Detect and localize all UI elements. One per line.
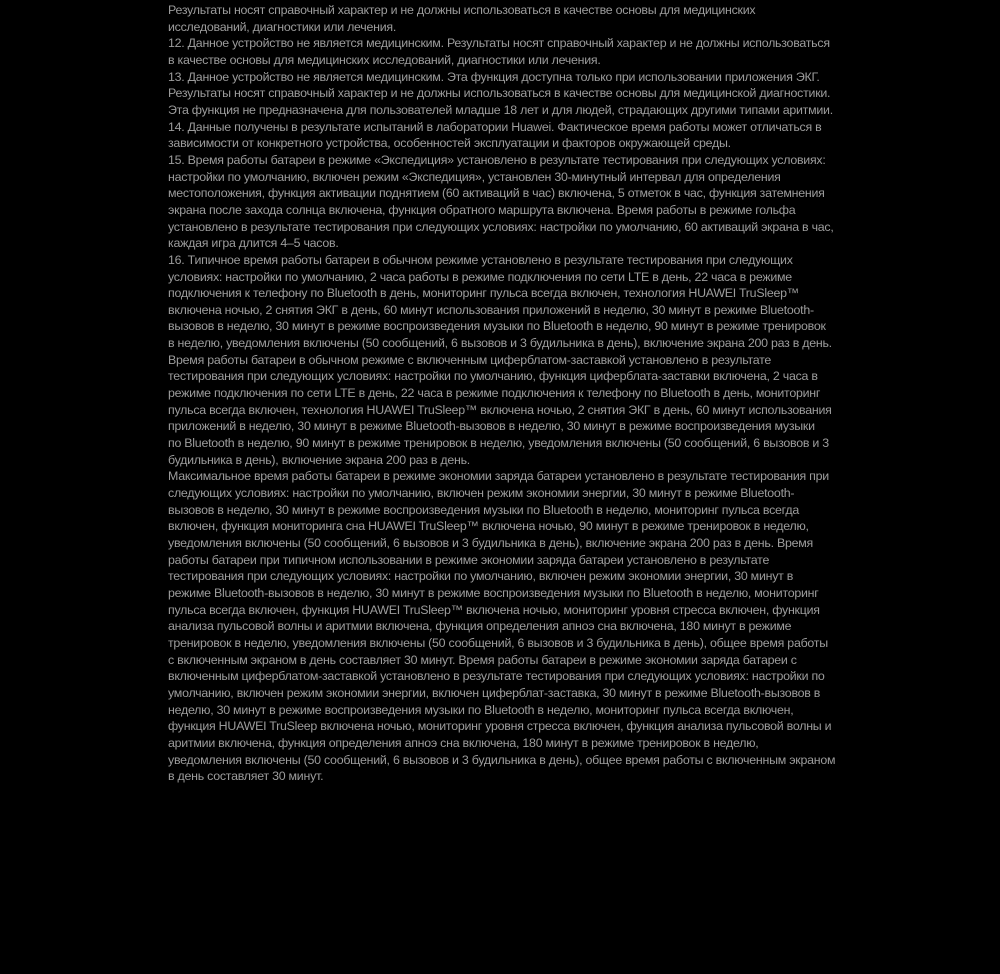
footnote-text-line: вызовов в неделю, 30 минут в режиме воспроизведения музыки по Bluetooth в неделю, 90 минут в режиме тренировок <box>168 319 826 334</box>
footnote-text-line: тестирования при следующих условиях: настройки по умолчанию, включен режим экономии энергии, 30 минут в <box>168 569 794 584</box>
footnote-text-line: Результаты носят справочный характер и не должны использоваться в качестве основы для медицинской диагностики. <box>168 86 831 101</box>
footnote-text-line: Результаты носят справочный характер и не должны использоваться в качестве основы для медицинских <box>168 3 756 17</box>
footnote-text-line: включенным циферблатом-заставкой установлено в результате тестирования при следующих условиях: настройки по <box>168 669 825 684</box>
footnote-text-line: приложений в неделю, 30 минут в режиме Bluetooth-вызовов в неделю, 30 минут в режиме воспроизведения музыки <box>168 419 815 434</box>
footnote-text-line: Максимальное время работы батареи в режиме экономии заряда батареи установлено в результате тестирования при <box>168 469 829 484</box>
footnote-text-line: функция HUAWEI TruSleep включена ночью, мониторинг уровня стресса включен, функция анализа пульсовой волны и <box>168 719 832 734</box>
footnote-text-line: по Bluetooth в неделю, 90 минут в режиме тренировок в неделю, уведомления включены (50 сообщений, 6 вызовов и 3 <box>168 436 829 451</box>
footnote-text-line: условиях: настройки по умолчанию, 2 часа работы в режиме подключения по сети LTE в день, 22 часа в режиме <box>168 269 792 284</box>
footnote-text-line: тестирования при следующих условиях: настройки по умолчанию, функция циферблата-заставки включена, 2 часа в <box>168 369 818 384</box>
footnote-text-line: уведомления включены (50 сообщений, 6 вызовов и 3 будильника в день), включение экрана 200 раз в день. Время <box>168 536 813 550</box>
footnotes-section <box>168 2 848 785</box>
footnote-text-line: 14. Данные получены в результате испытаний в лаборатории Huawei. Фактическое время работы может отличаться в <box>168 119 822 134</box>
footnote-text-line: Время работы батареи в обычном режиме с включенным циферблатом-заставкой установлено в результате <box>168 352 772 367</box>
footnote-text-line: настройки по умолчанию, включен режим «Экспедиция», установлен 30-минутный интервал для определения <box>168 169 781 184</box>
footnote-text-line: режиме Bluetooth-вызовов в неделю, 30 минут в режиме воспроизведения музыки по Bluetooth в неделю, мониторинг <box>168 585 819 600</box>
footnote-text-line: подключения к телефону по Bluetooth в день, мониторинг пульса всегда включен, технология HUAWEI TruSleep™ <box>168 286 799 301</box>
footnote-paragraph <box>168 468 848 784</box>
footnote-text-line: тренировок в неделю, уведомления включены (50 сообщений, 6 вызовов и 3 будильника в день), общее время работы <box>168 635 828 650</box>
footnote-text-line: 15. Время работы батареи в режиме «Экспедиция» установлено в результате тестирования при следующих условиях: <box>168 152 826 167</box>
footnote-text-line: работы батареи при типичном использовании в режиме экономии заряда батареи установлено в результате <box>168 552 770 567</box>
footnote-text-line: в качестве основы для медицинских исследований, диагностики или лечения. <box>168 52 601 67</box>
footnote-text-line: с включенным экраном в день составляет 30 минут. Время работы батареи в режиме экономии заряда батареи с <box>168 652 797 667</box>
footnote-text-line: следующих условиях: настройки по умолчанию, включен режим экономии энергии, 30 минут в режиме Bluetooth- <box>168 486 795 501</box>
footnote-paragraph <box>168 152 848 252</box>
footnote-text-line: включен, функция мониторинга сна HUAWEI TruSleep™ включена ночью, 90 минут в режиме тренировок в неделю, <box>168 519 809 534</box>
footnote-paragraph <box>168 69 848 119</box>
footnote-text-line: 16. Типичное время работы батареи в обычном режиме установлено в результате тестирования при следующих <box>168 252 793 267</box>
footnote-text-line: анализа пульсовой волны и аритмии включена, функция определения апноэ сна включена, 180 минут в режиме <box>168 619 792 634</box>
footnote-text-line: зависимости от конкретного устройства, особенностей эксплуатации и факторов окружающей среды. <box>168 136 731 151</box>
footnote-text-line: неделю, 30 минут в режиме воспроизведения музыки по Bluetooth в неделю, мониторинг пульса всегда включен, <box>168 702 794 717</box>
footnote-text-line: режиме подключения по сети LTE в день, 22 часа в режиме подключения к телефону по Bluetooth в день, мониторинг <box>168 386 821 401</box>
footnote-text-line: умолчанию, включен режим экономии энергии, включен циферблат-заставка, 30 минут в режиме Bluetooth-вызовов в <box>168 685 821 700</box>
footnote-text-line: экрана после захода солнца включена, функция обратного маршрута включена. Время работы в режиме гольфа <box>168 202 796 217</box>
footnote-text-line: будильника в день), включение экрана 200 раз в день. <box>168 452 470 467</box>
footnote-text-line: исследований, диагностики или лечения. <box>168 19 397 34</box>
footnote-text-line: в день составляет 30 минут. <box>168 769 324 784</box>
footnote-text-line: в неделю, уведомления включены (50 сообщений, 6 вызовов и 3 будильника в день), включение экрана 200 раз в день. <box>168 336 832 351</box>
footnote-text-line: пульса всегда включен, функция HUAWEI TruSleep™ включена ночью, мониторинг уровня стресса включен, функция <box>168 602 820 617</box>
footnote-text-line: вызовов в неделю, 30 минут в режиме воспроизведения музыки по Bluetooth в неделю, мониторинг пульса всегда <box>168 502 800 517</box>
footnote-paragraph <box>168 2 848 35</box>
footnote-paragraph <box>168 35 848 68</box>
footnote-paragraph <box>168 119 848 152</box>
footnote-text-line: включена ночью, 2 снятия ЭКГ в день, 60 минут использования приложений в неделю, 30 минут в режиме Bluetooth- <box>168 302 814 317</box>
footnote-text-line: пульса всегда включен, технология HUAWEI TruSleep™ включена ночью, 2 снятия ЭКГ в день, 60 минут использования <box>168 402 832 417</box>
footnote-text-line: местоположения, функция активации поднятием (60 активаций в час) включена, 5 отметок в час, функция затемнения <box>168 186 825 201</box>
footnote-paragraph <box>168 252 848 469</box>
footnote-text-line: установлено в результате тестирования при следующих условиях: настройки по умолчанию, 60 активаций экрана в час, <box>168 219 834 234</box>
footnote-text-line: Эта функция не предназначена для пользователей младше 18 лет и для людей, страдающих другими типами аритмии. <box>168 102 833 117</box>
footnote-text-line: уведомления включены (50 сообщений, 6 вызовов и 3 будильника в день), общее время работы с включенным экраном <box>168 752 836 767</box>
footnote-text-line: аритмии включена, функция определения апноэ сна включена, 180 минут в режиме тренировок в неделю, <box>168 735 759 750</box>
footnote-text-line: каждая игра длится 4–5 часов. <box>168 236 339 251</box>
footnote-text-line: 13. Данное устройство не является медицинским. Эта функция доступна только при использовании приложения ЭКГ. <box>168 69 820 84</box>
footnote-text-line: 12. Данное устройство не является медицинским. Результаты носят справочный характер и не должны использоваться <box>168 36 830 51</box>
